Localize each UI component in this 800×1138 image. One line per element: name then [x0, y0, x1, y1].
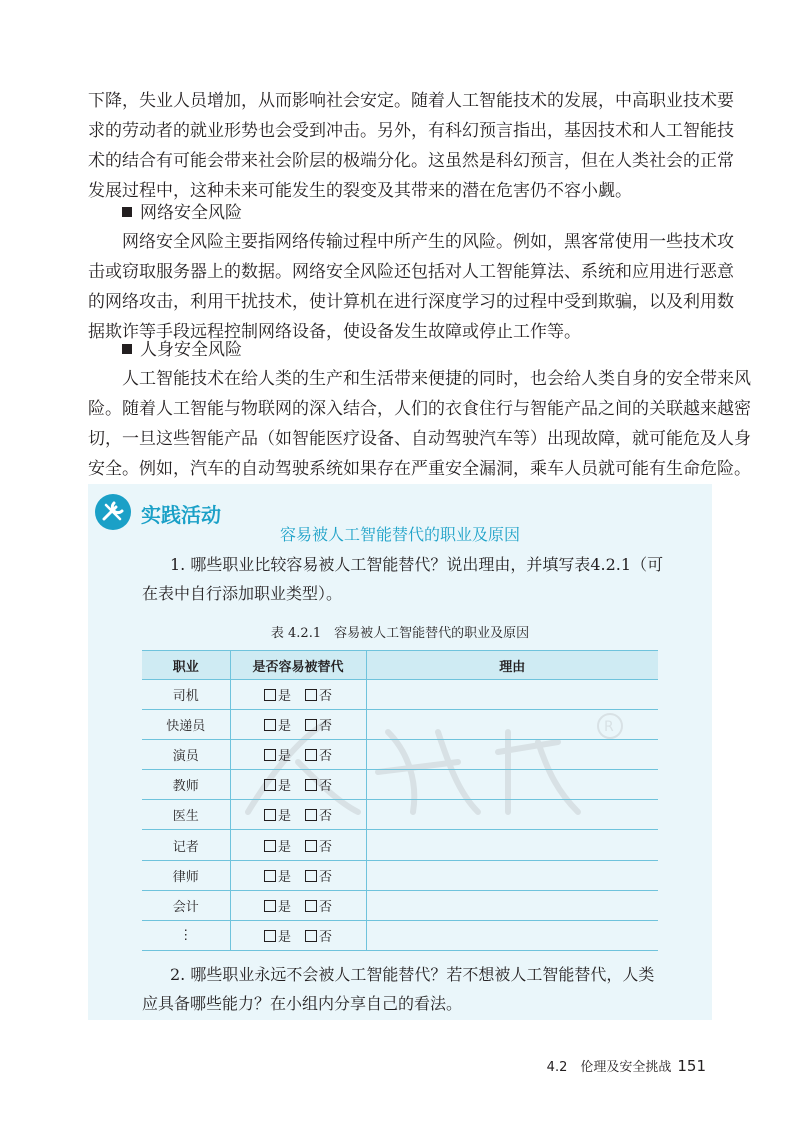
reason-cell[interactable] — [366, 680, 658, 710]
checkbox-icon[interactable] — [305, 809, 317, 821]
checkbox-icon[interactable] — [264, 900, 276, 912]
checkbox-icon[interactable] — [305, 930, 317, 942]
heading-personal-risk — [122, 338, 242, 362]
table-row — [142, 710, 658, 740]
job-cell: 律师 — [142, 860, 230, 890]
column-header-replaceable: 是否容易被替代 — [230, 651, 366, 680]
page-number: 151 — [677, 1057, 706, 1075]
yes-label: 是 — [277, 719, 291, 735]
yes-option[interactable] — [264, 805, 291, 824]
heading-network-risk — [122, 201, 242, 225]
no-label: 否 — [319, 929, 333, 945]
table-row — [142, 920, 658, 950]
column-header-job: 职业 — [142, 651, 230, 680]
replaceable-cell — [230, 920, 366, 950]
job-cell: 快递员 — [142, 710, 230, 740]
heading-personal-risk-label: 人身安全风险 — [140, 340, 242, 360]
checkbox-icon[interactable] — [305, 719, 317, 731]
yes-label: 是 — [277, 839, 291, 855]
checkbox-icon[interactable] — [264, 719, 276, 731]
reason-cell[interactable] — [366, 920, 658, 950]
table-row — [142, 680, 658, 710]
job-cell: ⋮ — [142, 920, 230, 950]
page-footer — [547, 1056, 706, 1075]
no-label: 否 — [319, 689, 333, 705]
text-line: 1. 哪些职业比较容易被人工智能替代？说出理由，并填写表4.2.1（可 — [170, 555, 664, 574]
replaceable-cell — [230, 830, 366, 860]
checkbox-icon[interactable] — [305, 749, 317, 761]
checkbox-icon[interactable] — [264, 779, 276, 791]
text-line: 2. 哪些职业永远不会被人工智能替代？若不想被人工智能替代，人类 — [170, 965, 655, 984]
no-option[interactable] — [305, 866, 332, 885]
yes-option[interactable] — [264, 896, 291, 915]
text-line: 应具备哪些能力？在小组内分享自己的看法。 — [142, 994, 463, 1013]
jobs-table — [142, 650, 658, 951]
yes-option[interactable] — [264, 775, 291, 794]
checkbox-icon[interactable] — [264, 930, 276, 942]
reason-cell[interactable] — [366, 800, 658, 830]
yes-label: 是 — [277, 779, 291, 795]
yes-label: 是 — [277, 869, 291, 885]
no-option[interactable] — [305, 685, 332, 704]
replaceable-cell — [230, 770, 366, 800]
no-label: 否 — [319, 869, 333, 885]
no-label: 否 — [319, 839, 333, 855]
reason-cell[interactable] — [366, 740, 658, 770]
footer-section: 4.2 伦理及安全挑战 — [546, 1060, 672, 1075]
no-option[interactable] — [305, 926, 332, 945]
bullet-square-icon — [122, 344, 132, 354]
paragraph-network-risk — [88, 227, 734, 347]
checkbox-icon[interactable] — [264, 840, 276, 852]
checkbox-icon[interactable] — [264, 870, 276, 882]
activity-label: 实践活动 — [141, 503, 221, 527]
yes-option[interactable] — [264, 715, 291, 734]
checkbox-icon[interactable] — [264, 689, 276, 701]
heading-network-risk-label: 网络安全风险 — [140, 203, 242, 223]
text-line: 发展过程中，这种未来可能发生的裂变及其带来的潜在危害仍不容小觑。 — [88, 181, 632, 201]
checkbox-icon[interactable] — [305, 689, 317, 701]
checkbox-icon[interactable] — [305, 870, 317, 882]
column-header-reason: 理由 — [366, 651, 658, 680]
reason-cell[interactable] — [366, 710, 658, 740]
bullet-square-icon — [122, 207, 132, 217]
table-row — [142, 860, 658, 890]
replaceable-cell — [230, 680, 366, 710]
no-option[interactable] — [305, 745, 332, 764]
table-row — [142, 800, 658, 830]
reason-cell[interactable] — [366, 770, 658, 800]
text-line: 人工智能技术在给人类的生产和生活带来便捷的同时，也会给人类自身的安全带来风 — [122, 369, 751, 389]
text-line: 在表中自行添加职业类型）。 — [142, 584, 343, 603]
text-line: 求的劳动者的就业形势也会受到冲击。另外，有科幻预言指出，基因技术和人工智能技 — [88, 121, 734, 141]
replaceable-cell — [230, 710, 366, 740]
text-line: 击或窃取服务器上的数据。网络安全风险还包括对人工智能算法、系统和应用进行恶意 — [88, 262, 734, 282]
paragraph-personal-risk — [88, 364, 751, 484]
checkbox-icon[interactable] — [305, 779, 317, 791]
checkbox-icon[interactable] — [305, 900, 317, 912]
no-label: 否 — [319, 779, 333, 795]
question-1 — [142, 550, 682, 608]
no-option[interactable] — [305, 715, 332, 734]
no-option[interactable] — [305, 775, 332, 794]
yes-label: 是 — [277, 749, 291, 765]
yes-label: 是 — [277, 929, 291, 945]
checkbox-icon[interactable] — [264, 749, 276, 761]
yes-label: 是 — [277, 899, 291, 915]
no-option[interactable] — [305, 805, 332, 824]
reason-cell[interactable] — [366, 830, 658, 860]
svg-text:R: R — [604, 719, 614, 735]
text-line: 险。随着人工智能与物联网的深入结合，人们的衣食住行与智能产品之间的关联越来越密 — [88, 399, 751, 419]
yes-option[interactable] — [264, 926, 291, 945]
replaceable-cell — [230, 890, 366, 920]
table-header-row — [142, 651, 658, 680]
yes-option[interactable] — [264, 866, 291, 885]
job-cell: 会计 — [142, 890, 230, 920]
replaceable-cell — [230, 740, 366, 770]
checkbox-icon[interactable] — [305, 840, 317, 852]
yes-label: 是 — [277, 809, 291, 825]
yes-option[interactable] — [264, 685, 291, 704]
paragraph-unemployment — [88, 86, 734, 206]
no-label: 否 — [319, 899, 333, 915]
job-cell: 医生 — [142, 800, 230, 830]
job-cell: 记者 — [142, 830, 230, 860]
yes-label: 是 — [277, 689, 291, 705]
yes-option[interactable] — [264, 836, 291, 855]
yes-option[interactable] — [264, 745, 291, 764]
job-cell: 教师 — [142, 770, 230, 800]
job-cell: 司机 — [142, 680, 230, 710]
text-line: 术的结合有可能会带来社会阶层的极端分化。这虽然是科幻预言，但在人类社会的正常 — [88, 151, 734, 171]
no-label: 否 — [319, 719, 333, 735]
no-label: 否 — [319, 749, 333, 765]
text-line: 下降，失业人员增加，从而影响社会安定。随着人工智能技术的发展，中高职业技术要 — [88, 91, 734, 111]
replaceable-cell — [230, 800, 366, 830]
question-2 — [142, 960, 682, 1018]
table-row — [142, 830, 658, 860]
text-line: 据欺诈等手段远程控制网络设备，使设备发生故障或停止工作等。 — [88, 322, 581, 342]
no-option[interactable] — [305, 896, 332, 915]
no-option[interactable] — [305, 836, 332, 855]
activity-title: 容易被人工智能替代的职业及原因 — [279, 525, 520, 544]
reason-cell[interactable] — [366, 860, 658, 890]
replaceable-cell — [230, 860, 366, 890]
table-row — [142, 740, 658, 770]
text-line: 网络安全风险主要指网络传输过程中所产生的风险。例如，黑客常使用一些技术攻 — [122, 232, 734, 252]
table-row — [142, 890, 658, 920]
text-line: 切，一旦这些智能产品（如智能医疗设备、自动驾驶汽车等）出现故障，就可能危及人身 — [88, 429, 751, 449]
table-caption: 表 4.2.1 容易被人工智能替代的职业及原因 — [270, 626, 530, 641]
table-row — [142, 770, 658, 800]
job-cell: 演员 — [142, 740, 230, 770]
text-line: 安全。例如，汽车的自动驾驶系统如果存在严重安全漏洞，乘车人员就可能有生命危险。 — [88, 459, 751, 479]
text-line: 的网络攻击，利用干扰技术，使计算机在进行深度学习的过程中受到欺骗，以及利用数 — [88, 292, 734, 312]
checkbox-icon[interactable] — [264, 809, 276, 821]
reason-cell[interactable] — [366, 890, 658, 920]
no-label: 否 — [319, 809, 333, 825]
